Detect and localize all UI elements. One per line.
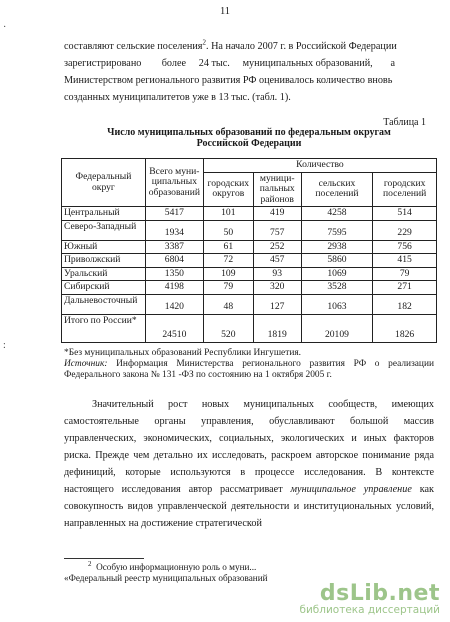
footnote-divider	[64, 558, 144, 559]
cell-value: 72	[203, 254, 253, 268]
cell-value: 757	[253, 220, 301, 240]
cell-value: 1350	[145, 267, 203, 281]
cell-value: 3528	[301, 281, 373, 295]
header-rural-settlements: сельских поселений	[301, 172, 373, 207]
margin-mark: ·	[3, 22, 7, 33]
cell-value: 1819	[253, 314, 301, 342]
footnote: $^2$ Особую информационную роль о муни... «Федеральный реестр муниципальных образований	[64, 559, 268, 583]
cell-value: 457	[253, 254, 301, 268]
watermark-logo: dsLib.net	[319, 581, 440, 606]
table-row	[62, 314, 437, 342]
cell-value: 93	[253, 267, 301, 281]
table-row	[62, 281, 437, 295]
cell-value: 79	[203, 281, 253, 295]
cell-value: 520	[203, 314, 253, 342]
cell-value: 6804	[145, 254, 203, 268]
table-label: Таблица 1	[383, 117, 426, 128]
margin-mark: :	[3, 340, 6, 351]
text-line: составляют сельские поселения$^2$. На начало 2007 г. в Российской Федерации	[64, 38, 397, 52]
watermark	[299, 581, 440, 616]
municipal-table	[61, 158, 437, 343]
cell-value: 1934	[145, 220, 203, 240]
cell-value: 3387	[145, 240, 203, 254]
header-municipal-districts: муници-пальных районов	[253, 172, 301, 207]
cell-value: 79	[373, 267, 437, 281]
header-total: Всего муни-ципальных образований	[145, 159, 203, 207]
table-source: Источник: Информация Министерства регионального развития РФ о реализации Федерального закона № 131 -ФЗ по состоянию на 1 октября 2005 г.	[64, 359, 434, 380]
paragraph-intro	[64, 38, 434, 106]
cell-value: 1063	[301, 294, 373, 314]
table-row	[62, 267, 437, 281]
paragraph-main: Значительный рост новых муниципальных сообществ, имеющих самостоятельные органы управления, обуславливают большой массив управленческих, экономических, социальных, экологических и иных факторов риска. Прежде чем детально их исследовать, раскроем авторское понимание ряда дефиниций, которые используются в процессе исследования. В контексте настоящего исследования автор рассматривает муниципальное управление как совокупность видов управленческой деятельности и институциональных условий, направленных на достижение стратегической	[64, 399, 434, 529]
cell-value: 109	[203, 267, 253, 281]
cell-value: 61	[203, 240, 253, 254]
cell-value: 101	[203, 207, 253, 221]
cell-value: 514	[373, 207, 437, 221]
cell-value: 48	[203, 294, 253, 314]
cell-district: Итого по России*	[62, 314, 146, 342]
table-row	[62, 220, 437, 240]
cell-value: 415	[373, 254, 437, 268]
cell-value: 756	[373, 240, 437, 254]
table-row	[62, 254, 437, 268]
cell-value: 419	[253, 207, 301, 221]
cell-value: 4198	[145, 281, 203, 295]
cell-value: 127	[253, 294, 301, 314]
table-title: Число муниципальных образований по федеральным округам Российской Федерации	[107, 127, 391, 149]
text-line: созданных муниципалитетов уже в 13 тыс. (табл. 1).	[64, 92, 291, 103]
header-district: Федеральный округ	[62, 159, 146, 207]
cell-district: Южный	[62, 240, 146, 254]
header-urban-districts: городских округов	[203, 172, 253, 207]
cell-value: 1826	[373, 314, 437, 342]
cell-value: 320	[253, 281, 301, 295]
cell-value: 5860	[301, 254, 373, 268]
text-line: Министерством регионального развития РФ оценивалось количество вновь	[64, 75, 393, 86]
text-line: зарегистрировано более 24 тыс. муниципальных образований, а	[64, 58, 396, 69]
cell-value: 50	[203, 220, 253, 240]
table-header-row	[62, 159, 437, 173]
cell-value: 1069	[301, 267, 373, 281]
table-footnote: *Без муниципальных образований Республики Ингушетия.	[64, 348, 301, 358]
table-row	[62, 294, 437, 314]
table-notes	[64, 348, 434, 381]
header-quantity: Количество	[203, 159, 436, 173]
cell-value: 2938	[301, 240, 373, 254]
cell-value: 20109	[301, 314, 373, 342]
cell-value: 182	[373, 294, 437, 314]
cell-value: 24510	[145, 314, 203, 342]
cell-district: Центральный	[62, 207, 146, 221]
cell-district: Сибирский	[62, 281, 146, 295]
cell-value: 5417	[145, 207, 203, 221]
header-urban-settlements: городских поселений	[373, 172, 437, 207]
page-number: 11	[219, 6, 231, 17]
cell-district: Северо-Западный	[62, 220, 146, 240]
table-row	[62, 240, 437, 254]
cell-value: 252	[253, 240, 301, 254]
cell-value: 1420	[145, 294, 203, 314]
cell-value: 271	[373, 281, 437, 295]
footnote-ref: 2	[202, 38, 206, 47]
cell-district: Уральский	[62, 267, 146, 281]
cell-value: 4258	[301, 207, 373, 221]
cell-value: 7595	[301, 220, 373, 240]
cell-district: Дальневосточный	[62, 294, 146, 314]
cell-district: Приволжский	[62, 254, 146, 268]
table-row	[62, 207, 437, 221]
watermark-subtitle: библиотека диссертаций	[299, 604, 440, 616]
cell-value: 229	[373, 220, 437, 240]
